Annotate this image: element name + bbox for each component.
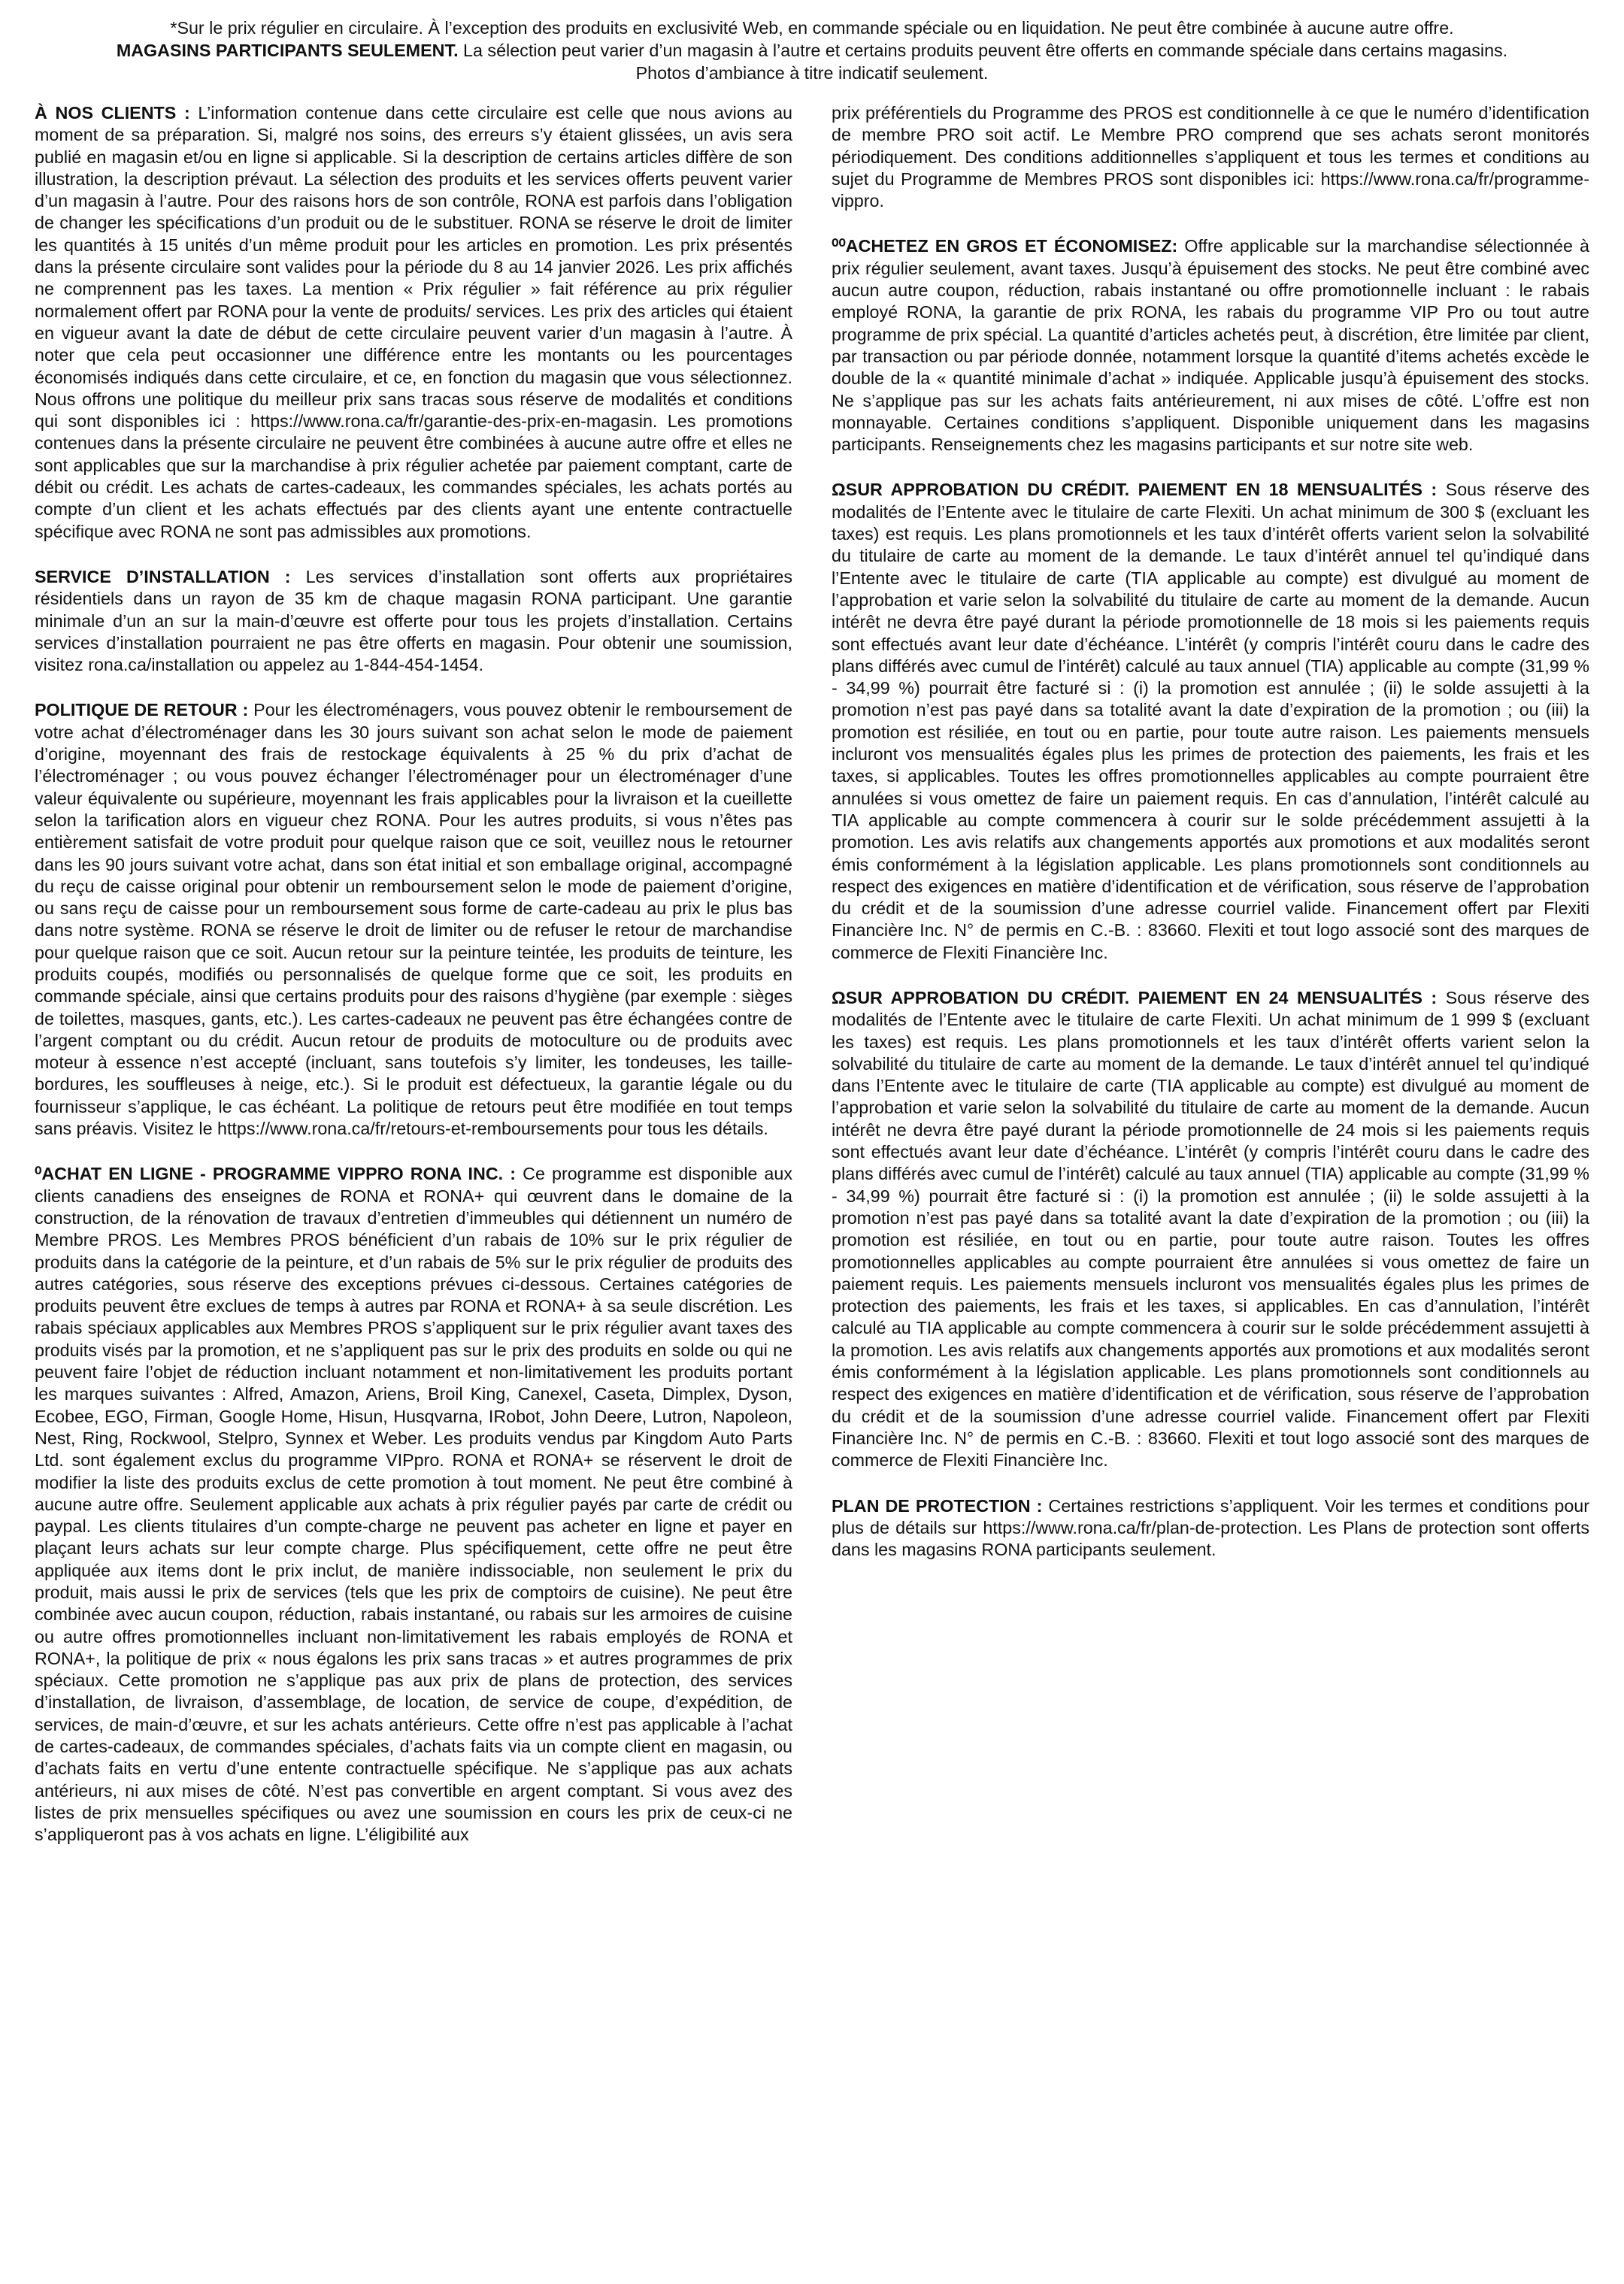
right-column [832, 102, 1589, 1870]
section-vippro-continued: prix préférentiels du Programme des PROS est conditionnelle à ce que le numéro d’identification de membre PRO soit actif. Le Membre PRO comprend que ses achats seront monitorés périodiquement. Des conditions additionnelles s’appliquent et tous les termes et conditions au sujet du Programme de Membres PROS sont disponibles ici: https://www.rona.ca/fr/programme-vippro. [832, 103, 1589, 211]
section-return-policy [35, 699, 792, 1140]
header-participating-stores: MAGASINS PARTICIPANTS SEULEMENT. [116, 41, 459, 60]
section-credit-24-heading: ΩSUR APPROBATION DU CRÉDIT. PAIEMENT EN 24 MENSUALITÉS : [832, 987, 1438, 1007]
section-return-policy-heading: POLITIQUE DE RETOUR : [35, 700, 249, 720]
section-clients [35, 102, 792, 543]
section-credit-24-text: Sous réserve des modalités de l’Entente avec le titulaire de carte Flexiti. Un achat minimum de 1 999 $ (excluant les taxes) est requis. Les plans promotionnels et les taux d’intérêt offerts varient selon la solvabilité du titulaire de carte au moment de la demande. Le taux d’intérêt annuel tel qu’indiqué dans l’Entente avec le titulaire de carte (TIA applicable au compte) est divulgué au moment de l’approbation et varie selon la solvabilité du titulaire de carte au moment de la demande. Aucun intérêt ne devra être payé durant la période promotionnelle de 24 mois si les paiements requis sont effectués avant leur date d’échéance. L’intérêt (y compris l’intérêt couru dans le cadre des plans différés avec cumul de l’intérêt) calculé au taux annuel (TIA) applicable au compte (31,99 % - 34,99 %) pourrait être facturé si : (i) la promotion est annulée ; (ii) le solde assujetti à la promotion n’est pas payé dans sa totalité avant la date d’expiration de la promotion ; ou (iii) la promotion est résiliée, en tout ou en partie, pour toute autre raison. Toutes les offres promotionnelles applicables au compte pourraient être annulées si vous omettez de faire un paiement requis. Les paiements mensuels incluront vos mensualités égales plus les primes de protection des paiements, les frais et les taxes, si applicables. En cas d’annulation, l’intérêt calculé au TIA applicable au compte commencera à courir sur le solde précédemment assujetti à la promotion. Les avis relatifs aux changements apportés aux promotions et aux modalités seront émis conformément à la législation applicable. Les plans promotionnels sont conditionnels au respect des exigences en matière d’identification et de vérification, sous réserve de l’approbation du crédit et de la soumission d’une adresse courriel valide. Financement offert par Flexiti Financière Inc. N° de permis en C.-B. : 83660. Flexiti et tout logo associé sont des marques de commerce de Flexiti Financière Inc. [832, 987, 1590, 1471]
header-line-3: Photos d’ambiance à titre indicatif seulement. [635, 63, 989, 83]
section-credit-18-text: Sous réserve des modalités de l’Entente avec le titulaire de carte Flexiti. Un achat minimum de 300 $ (excluant les taxes) est requis. Les plans promotionnels et les taux d’intérêt offerts varient selon la solvabilité du titulaire de carte au moment de la demande. Le taux d’intérêt annuel tel qu’indiqué dans l’Entente avec le titulaire de carte (TIA applicable au compte) est divulgué au moment de l’approbation et varie selon la solvabilité du titulaire de carte au moment de la demande. Aucun intérêt ne devra être payé durant la période promotionnelle de 18 mois si les paiements requis sont effectués avant leur date d’échéance. L’intérêt (y compris l’intérêt couru dans le cadre des plans différés avec cumul de l’intérêt) calculé au taux annuel (TIA) applicable au compte (31,99 % - 34,99 %) pourrait être facturé si : (i) la promotion est annulée ; (ii) le solde assujetti à la promotion n’est pas payé dans sa totalité avant la date d’expiration de la promotion ; ou (iii) la promotion est résiliée, en tout ou en partie, pour toute autre raison. Les paiements mensuels incluront vos mensualités égales plus les primes de protection des paiements, les frais et les taxes, si applicables. Toutes les offres promotionnelles applicables au compte pourraient être annulées si vous omettez de faire un paiement requis. En cas d’annulation, l’intérêt calculé au TIA applicable au compte commencera à courir sur le solde précédemment assujetti à la promotion. Les avis relatifs aux changements apportés aux promotions et aux modalités seront émis conformément à la législation applicable. Les plans promotionnels sont conditionnels au respect des exigences en matière d’identification et de vérification, sous réserve de l’approbation du crédit et de la soumission d’une adresse courriel valide. Financement offert par Flexiti Financière Inc. N° de permis en C.-B. : 83660. Flexiti et tout logo associé sont des marques de commerce de Flexiti Financière Inc. [832, 480, 1590, 962]
section-protection-plan [832, 1495, 1589, 1562]
section-credit-24 [832, 987, 1589, 1472]
section-installation-heading: SERVICE D’INSTALLATION : [35, 566, 291, 586]
section-installation [35, 566, 792, 676]
header-line-2 [35, 39, 1589, 62]
section-bulk-buy-heading: ⁰⁰ACHETEZ EN GROS ET ÉCONOMISEZ: [832, 236, 1178, 256]
flyer-fine-print-page [35, 17, 1589, 1870]
header-line-2-text: La sélection peut varier d’un magasin à l’autre et certains produits peuvent être offerts en commande spéciale dans certains magasins. [458, 41, 1508, 60]
section-credit-18-heading: ΩSUR APPROBATION DU CRÉDIT. PAIEMENT EN 18 MENSUALITÉS : [832, 480, 1438, 500]
section-vippro-heading: ⁰ACHAT EN LIGNE - PROGRAMME VIPPRO RONA INC. : [35, 1164, 517, 1184]
section-vippro-text: Ce programme est disponible aux clients canadiens des enseignes de RONA et RONA+ qui œuvrent dans le domaine de la construction, de la rénovation de travaux d’entretien d’immeubles qui détiennent un numéro de Membre PROS. Les Membres PROS bénéficient d’un rabais de 10% sur le prix régulier de produits dans la catégorie de la peinture, et d’un rabais de 5% sur le prix régulier de produits des autres catégories, sous réserve des exceptions prévues ci-dessous. Certaines catégories de produits peuvent être exclues de temps à autres par RONA et RONA+ à sa seule discrétion. Les rabais spéciaux applicables aux Membres PROS s’appliquent sur le prix régulier avant taxes des produits visés par la promotion, et ne s’appliquent pas sur le prix des produits en solde ou qui ne peuvent faire l’objet de réduction incluant notamment et non-limitativement les produits portant les marques suivantes : Alfred, Amazon, Ariens, Broil King, Canexel, Caseta, Dimplex, Dyson, Ecobee, EGO, Firman, Google Home, Hisun, Husqvarna, IRobot, John Deere, Lutron, Napoleon, Nest, Ring, Rockwool, Stelpro, Synnex et Weber. Les produits vendus par Kingdom Auto Parts Ltd. sont également exclus du programme VIPpro. RONA et RONA+ se réservent le droit de modifier la liste des produits exclus de cette promotion à tout moment. Ne peut être combiné à aucune autre offre. Seulement applicable aux achats à prix régulier payés par carte de crédit ou paypal. Les clients titulaires d’un compte-charge ne peuvent pas acheter en ligne et payer en plaçant leurs achats sur leur compte charge. Plus spécifiquement, cette offre ne peut être appliquée aux items dont le prix inclut, de manière indissociable, non seulement le prix du produit, mais aussi le prix de services (tels que les prix de comptoirs de cuisine). Ne peut être combinée avec aucun coupon, réduction, rabais instantané, ou rabais sur les armoires de cuisine ou autre offres promotionnelles incluant non-limitativement les rabais employés de RONA et RONA+, la politique de prix « nous égalons les prix sans tracas » et autres programmes de prix spéciaux. Cette promotion ne s’applique pas aux prix de plans de protection, des services d’installation, de livraison, d’assemblage, de location, de service de coupe, d’expédition, de services, de main-d’œuvre, et sur les achats antérieurs. Cette offre n’est pas applicable à l’achat de cartes-cadeaux, de commandes spéciales, d’achats faits via un compte client en magasin, ou d’achats faits en vertu d’une entente contractuelle spécifique. Ne s’applique pas aux achats antérieurs, ni aux mises de côté. N’est pas convertible en argent comptant. Si vous avez des listes de prix mensuelles spécifiques ou avez une soumission en cours les prix de ceux-ci ne s’appliqueront pas à vos achats en ligne. L’éligibilité aux [35, 1164, 792, 1845]
section-bulk-buy [832, 235, 1589, 456]
left-column [35, 102, 792, 1870]
section-protection-plan-text: Certaines restrictions s’appliquent. Voir les termes et conditions pour plus de détails sur https://www.rona.ca/fr/plan-de-protection. Les Plans de protection sont offerts dans les magasins RONA participants seulement. [832, 1495, 1589, 1560]
section-vippro [35, 1163, 792, 1846]
section-return-policy-text: Pour les électroménagers, vous pouvez obtenir le remboursement de votre achat d’électroménager dans les 30 jours suivant son achat selon le mode de paiement d’origine, moyennant des frais de restockage équivalents à 25 % du prix d’achat de l’électroménager ; ou vous pouvez échanger l’électroménager pour un électroménager d’une valeur équivalente ou supérieure, moyennant les frais applicables pour la livraison et la cueillette selon la tarification alors en vigueur chez RONA. Pour les autres produits, si vous n’êtes pas entièrement satisfait de votre produit pour quelque raison que ce soit, veuillez nous le retourner dans les 90 jours suivant votre achat, dans son état initial et son emballage original, accompagné du reçu de caisse original pour obtenir un remboursement selon le mode de paiement d’origine, ou sans reçu de caisse pour un remboursement sous forme de carte-cadeau au prix le plus bas dans notre système. RONA se réserve le droit de limiter ou de refuser le retour de marchandise pour quelque raison que ce soit. Aucun retour sur la peinture teintée, les produits de teinture, les produits coupés, modifiés ou personnalisés de quelque forme que ce soit, les produits en commande spéciale, ainsi que certains produits pour des raisons d’hygiène (par exemple : sièges de toilettes, masques, gants, etc.). Les cartes-cadeaux ne peuvent pas être échangées contre de l’argent comptant ou du crédit. Aucun retour de produits de motoculture ou de produits avec moteur à essence n’est accepté (incluant, sans toutefois s’y limiter, les tondeuses, les taille-bordures, les souffleuses à neige, etc.). Si le produit est défectueux, la garantie légale ou du fournisseur s’applique, le cas échéant. La politique de retours peut être modifiée en tout temps sans préavis. Visitez le https://www.rona.ca/fr/retours-et-remboursements pour tous les détails. [35, 700, 792, 1139]
section-bulk-buy-text: Offre applicable sur la marchandise sélectionnée à prix régulier seulement, avant taxes. Jusqu’à épuisement des stocks. Ne peut être combiné avec aucun autre coupon, réduction, rabais instantané ou offre promotionnelle incluant : le rabais employé RONA, la garantie de prix RONA, les rabais du programme VIP Pro ou tout autre programme de prix spécial. La quantité d’articles achetés peut, à discrétion, être limitée par client, par transaction ou par période donnée, notamment lorsque la quantité d’items achetés excède le double de la « quantité minimale d’achat » indiquée. Applicable jusqu’à épuisement des stocks. Ne s’applique pas sur les achats faits antérieurement, ni aux mises de côté. L’offre est non monnayable. Certaines conditions s’appliquent. Disponible uniquement dans les magasins participants. Renseignements chez les magasins participants et sur notre site web. [832, 236, 1589, 455]
section-installation-text: Les services d’installation sont offerts aux propriétaires résidentiels dans un rayon de 35 km de chaque magasin RONA participant. Une garantie minimale d’un an sur la main-d’œuvre est offerte pour tous les projets d’installation. Certains services d’installation pourraient ne pas être offerts en magasin. Pour obtenir une soumission, visitez rona.ca/installation ou appelez au 1-844-454-1454. [35, 566, 792, 675]
section-clients-text: L’information contenue dans cette circulaire est celle que nous avions au moment de sa préparation. Si, malgré nos soins, des erreurs s’y étaient glissées, un avis sera publié en magasin et/ou en ligne si applicable. Si la description de certains articles diffère de son illustration, la description prévaut. La sélection des produits et les services offerts peuvent varier d’un magasin à l’autre. Pour des raisons hors de son contrôle, RONA est parfois dans l’obligation de changer les spécifications d’un produit ou de le substituer. RONA se réserve le droit de limiter les quantités à 15 unités d’un même produit pour les articles en promotion. Les prix présentés dans la présente circulaire sont valides pour la période du 8 au 14 janvier 2026. Les prix affichés ne comprennent pas les taxes. La mention « Prix régulier » fait référence au prix régulier normalement offert par RONA pour la vente de produits/ services. Les prix des articles qui étaient en vigueur avant la date de début de cette circulaire peuvent varier d’un magasin à l’autre. À noter que cela peut occasionner une différence entre les montants ou les pourcentages économisés indiqués dans cette circulaire, et ce, en fonction du magasin que vous sélectionnez. Nous offrons une politique du meilleur prix sans tracas sous réserve de modalités et conditions qui sont disponibles ici : https://www.rona.ca/fr/garantie-des-prix-en-magasin. Les promotions contenues dans la présente circulaire ne peuvent être combinées à aucune autre offre et elles ne sont applicables que sur la marchandise à prix régulier achetée par paiement comptant, carte de débit ou crédit. Les achats de cartes-cadeaux, les commandes spéciales, les achats portés au compte d’un client et les achats effectués par des clients ayant une entente contractuelle spécifique avec RONA ne sont pas admissibles aux promotions. [35, 103, 792, 541]
header-line-1: *Sur le prix régulier en circulaire. À l’exception des produits en exclusivité Web, en commande spéciale ou en liquidation. Ne peut être combinée à aucune autre offre. [170, 18, 1454, 38]
section-credit-18 [832, 479, 1589, 964]
section-protection-plan-heading: PLAN DE PROTECTION : [832, 1495, 1043, 1516]
disclaimer-header [35, 17, 1589, 84]
legal-columns [35, 102, 1589, 1870]
section-clients-heading: À NOS CLIENTS : [35, 103, 190, 123]
